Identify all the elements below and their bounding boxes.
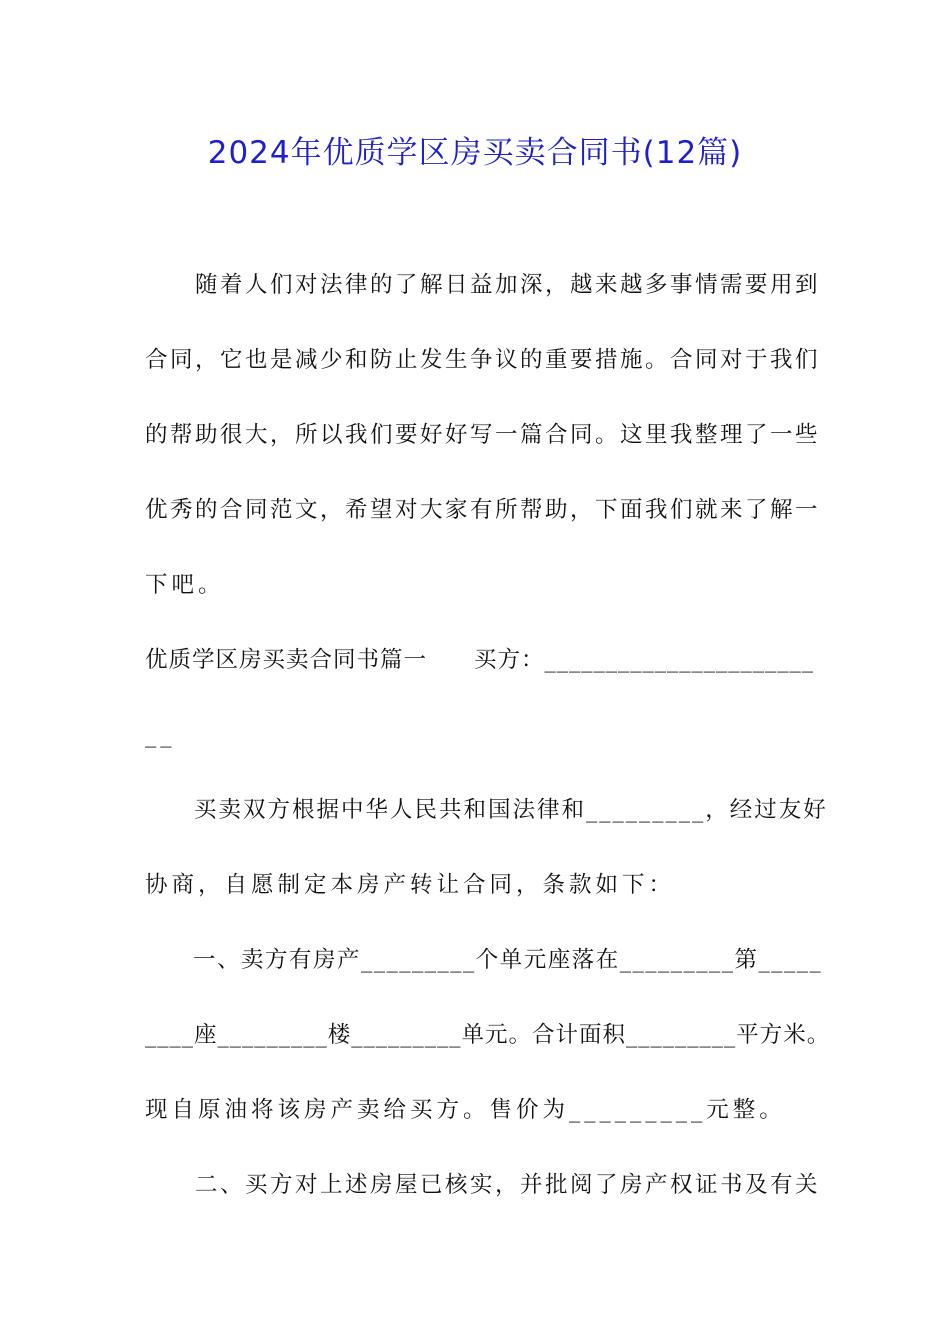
paragraph-line: 买卖双方根据中华人民共和国法律和_________，经过友好 [145,797,828,823]
paragraph-line: 协商，自愿制定本房产转让合同，条款如下： [145,872,676,898]
paragraph-line: __ [145,722,176,748]
paragraph-line: 优秀的合同范文，希望对大家有所帮助，下面我们就来了解一 [145,497,821,523]
paragraph-line: 现自原油将该房产卖给买方。售价为_________元整。 [145,1097,786,1123]
paragraph-line: 的帮助很大，所以我们要好好写一篇合同。这里我整理了一些 [145,422,821,448]
paragraph-line: 随着人们对法律的了解日益加深，越来越多事情需要用到 [145,272,821,298]
paragraph-line: 合同，它也是减少和防止发生争议的重要措施。合同对于我们 [145,347,821,373]
paragraph-line: 一、卖方有房产_________个单元座落在_________第_____ [145,947,823,973]
paragraph-line: ____座_________楼_________单元。合计面积_________平方米。 [145,1022,831,1048]
document-title: 2024年优质学区房买卖合同书(12篇) [207,135,743,171]
paragraph-line: 二、买方对上述房屋已核实，并批阅了房产权证书及有关 [145,1172,821,1198]
paragraph-line: 下吧。 [145,572,225,598]
section-heading-line: 优质学区房买卖合同书篇一 买方：______________________ [145,647,815,673]
